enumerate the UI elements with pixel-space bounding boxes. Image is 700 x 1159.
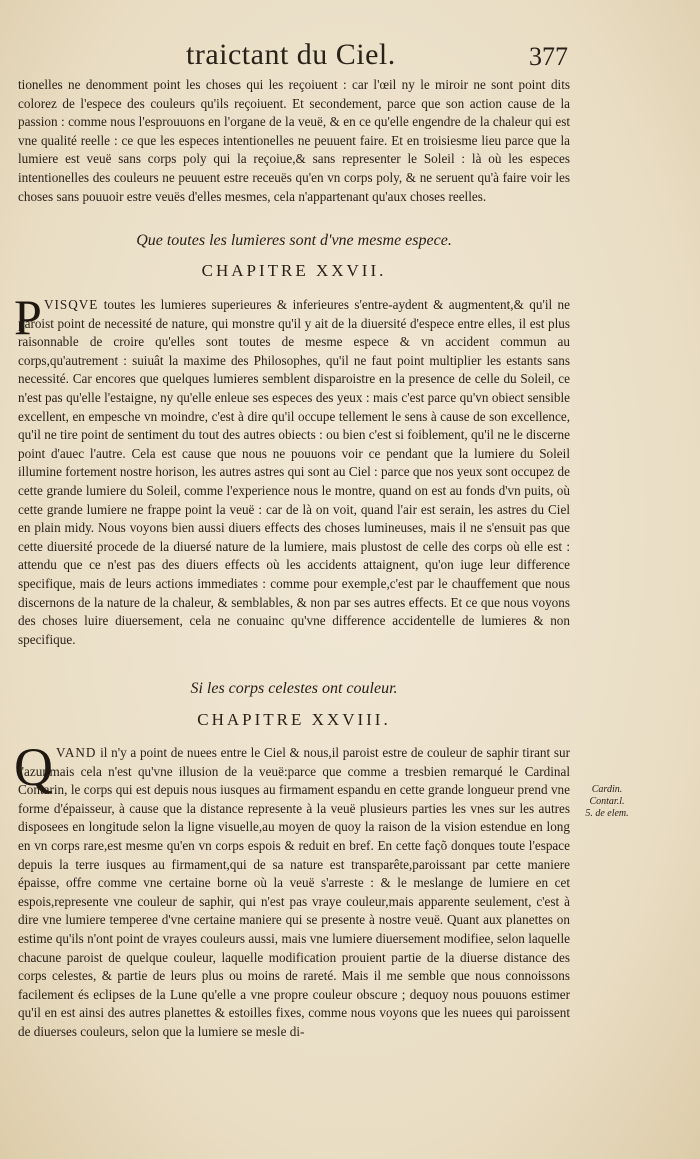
chapter-heading-27: CHAPITRE XXVII. bbox=[201, 261, 387, 280]
paragraph-chapter-27 bbox=[18, 296, 570, 649]
drop-cap-q: Q bbox=[14, 737, 53, 797]
paragraph-chapter-27-body: toutes les lumieres superieures & inferieures s'entre-aydent & augmentent,& qu'il ne paroist point de necessité de nature, qui monstre qu'il y ait de la diuersité d'espece entre elles, il est plus raisonnable de croire qu'elles sont toutes de mesme espece & vn accident commun au corps,qu'autrement : suiuât la maxime des Philosophes, qu'il ne faut point multiplier les estants sans necessité. Car encores que quelques lumieres semblent disparoistre en la presence de celle du Soleil, ce n'est pas qu'elle l'estaigne, ny qu'elle enleue ses especes des yeux : mais c'est parce qu'vn obiect sensible excellent, en empesche vn moindre, c'est à dire qu'il occupe tellement le sens à cause de son excellence, qu'il ne tire point de sentiment du tout des autres obiects : ou bien c'est si foiblement, qu'il ne le discerne point d'auec l'autre. Cela est cause que nous ne pouuons voir ce pendant que la lumiere du Soleil illumine fortement nostre horison, les autres astres qui sont au Ciel : parce que nos yeux sont occupez de cette grande lumiere du Soleil, comme l'experience nous le montre, quand on est au fonds d'vn puits, où cette grande lumiere ne frappe point la veuë : car de là on voit, quand l'air est serain, les astres du Ciel en plain midy. Nous voyons bien aussi diuers effects des choses lumineuses, mais il ne s'ensuit pas que cette diuersité procede de la diuersé nature de la lumiere, mais plustost de celle des corps où elle est : attendu que ce n'est pas des diuers effects où les accidents attaignent, qu'on iuge leur difference specifique, mais de leurs actions immediates : comme pour exemple,c'est par le chauffement que nous discernons de la nature de la chaleur, & semblables, & non par ses autres effects. Et ce que nous voyons des choses luire diuersement, cela ne conuainc qu'vne difference accidentelle de lumieres & non specifique. bbox=[18, 297, 570, 647]
margin-note-line-1: Cardin. bbox=[591, 784, 623, 795]
paragraph-chapter-28 bbox=[18, 744, 570, 1042]
paragraph-chapter-28-body: il n'y a point de nuees entre le Ciel & nous,il paroist estre de couleur de saphir tirant sur l'azur,mais cela n'est qu'vne illusion de la veuë:parce que comme a tresbien remarqué le Cardinal Contarin, le corps qui est depuis nous iusques au firmament espandu en cette grande longueur prend vne forme d'épaisseur, à cause que la distance represente à la veuë plusieurs parties les vnes sur les autres disposees en longitude selon la ligne visuelle,au moyen de quoy la raison de la vision estendue en long en vn corps rare,est mesme qu'en vn corps espois & reduit en bref. En cette façõ donques toute l'espace depuis la terre iusques au firmament,qui de sa nature est transparête,paroissant par cette maniere épaisse, offre comme vne certaine borne où la veuë s'arreste : & le meslange de lumiere en cet espois,represente vne couleur de saphir, qui n'est pas vraye couleur,mais apparente seulement, c'est à dire vne lumiere temperee d'vne certaine maniere qui se presente à nostre veuë. Quant aux planettes on estime qu'ils n'ont point de vrayes couleurs aussi, mais vne lumiere diuersement modifiee, selon laquelle chacune paroist de quelque couleur, laquelle modification prouient partie de la diuerse distance des corps celestes, & partie de leurs plus ou moins de rareté. Mais il me semble que nous connoissons facilement és eclipses de la Lune qu'elle a vne propre couleur obscure ; dequoy nous pouuons estimer qu'il en est ainsi des autres planettes & estoilles fixes, comme nous voyons que les nuees qui paroissent de diuerses couleurs, selon que la lumiere se mesle di- bbox=[18, 745, 571, 1039]
margin-note bbox=[582, 784, 632, 820]
opening-word-puisque: VISQVE bbox=[44, 297, 99, 312]
drop-cap-p: P bbox=[14, 289, 42, 345]
chapter-heading-28: CHAPITRE XXVIII. bbox=[197, 710, 391, 729]
page-number: 377 bbox=[529, 42, 568, 71]
page-header bbox=[0, 38, 700, 72]
margin-note-line-3: 5. de elem. bbox=[585, 808, 629, 819]
running-title: traictant du Ciel. bbox=[186, 38, 396, 71]
section-title-corps-celestes: Si les corps celestes ont couleur. bbox=[190, 680, 398, 697]
opening-word-quand: VAND bbox=[56, 745, 97, 760]
paragraph-continuation: tionelles ne denomment point les choses qui les reçoiuent : car l'œil ny le miroir ne sont point dits colorez de l'espece des couleurs qu'ils reçoiuent. Et secondement, parce que son action cause de la passion : comme nous l'esprouuons en l'organe de la veuë, & en ce qu'elle engendre de la chaleur qui est vne qualité reelle : ce que les especes intentionelles ne peuuent faire. Et en troisiesme lieu parce que la lumiere est veuë sans corps poly qui la reçoiue,& sans representer le Soleil : là où les especes intentionelles des couleurs ne peuuent estre receuës qu'en vn corps poly, & ne seruent qu'à faire voir les choses sans pouuoir estre veuës d'elles mesmes, cela n'appartenant qu'aux choses reelles. bbox=[18, 77, 570, 204]
section-title-lumieres: Que toutes les lumieres sont d'vne mesme espece. bbox=[136, 232, 452, 249]
margin-note-line-2: Contar.l. bbox=[589, 796, 625, 807]
